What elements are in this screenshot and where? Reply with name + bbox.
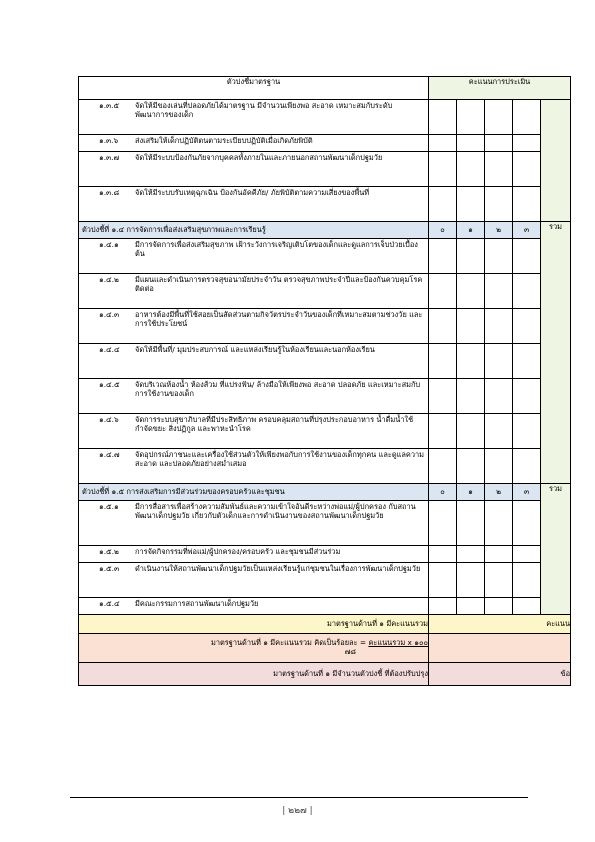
indicator-text: มีการสื่อสารเพื่อสร้างความสัมพันธ์และความเข้าใจอันดีระหว่างพ่อแม่/ผู้ปกครอง กับสถานพัฒนาเด็กปฐมวัย เกี่ยวกับตัวเด็กและการดำเนินงานของสถานพัฒนาเด็กปฐมวัย xyxy=(135,502,416,521)
section-header-1-5 xyxy=(79,484,571,501)
indicator-text: จัดบริเวณห้องน้ำ ห้องส้วม ที่แปรงฟัน/ ล้างมือให้เพียงพอ สะอาด ปลอดภัย และเหมาะสมกับการใช้งานของเด็ก xyxy=(135,380,421,399)
indicator-code: ๑.๕.๔ xyxy=(99,599,120,608)
indicator-text: จัดอุปกรณ์ภาชนะและเครื่องใช้ส่วนตัวให้เพียงพอกับการใช้งานของเด็กทุกคน และดูแลความสะอาด และปลอดภัยอย่างสม่ำเสมอ xyxy=(135,450,425,469)
indicator-row xyxy=(79,239,571,274)
score-cell[interactable] xyxy=(457,563,485,598)
score-cell[interactable] xyxy=(513,563,541,598)
score-level-0: ๐ xyxy=(429,222,457,239)
score-cell[interactable] xyxy=(429,239,457,274)
indicator-code: ๑.๔.๑ xyxy=(99,240,119,249)
score-level-2: ๒ xyxy=(485,484,513,501)
section-total-label: รวม xyxy=(541,222,571,484)
indicator-row xyxy=(79,187,571,222)
score-cell[interactable] xyxy=(429,598,457,615)
score-cell[interactable] xyxy=(429,135,457,152)
summary-improve-label: มาตรฐานด้านที่ ๑ มีจำนวนตัวบ่งชี้ ที่ต้องปรับปรุง xyxy=(79,663,429,686)
page-number: | ๒๒๗ | xyxy=(282,806,313,816)
score-cell[interactable] xyxy=(485,187,513,222)
indicator-code: ๑.๔.๕ xyxy=(99,380,120,389)
score-cell[interactable] xyxy=(513,344,541,379)
score-cell[interactable] xyxy=(485,449,513,484)
indicator-code: ๑.๔.๓ xyxy=(99,310,120,319)
score-cell[interactable] xyxy=(485,598,513,615)
indicator-text: อาหารต้องมีพื้นที่ใช้สอยเป็นสัดส่วนตามกิจวัตรประจำวันของเด็กที่เหมาะสมตามช่วงวัย และการใช้ประโยชน์ xyxy=(135,310,423,329)
score-level-0: ๐ xyxy=(429,484,457,501)
score-cell[interactable] xyxy=(457,152,485,187)
score-cell[interactable] xyxy=(457,414,485,449)
score-cell[interactable] xyxy=(457,309,485,344)
section-header-1-4 xyxy=(79,222,571,239)
score-cell[interactable] xyxy=(429,274,457,309)
score-level-3: ๓ xyxy=(513,222,541,239)
section-total-label: รวม xyxy=(541,484,571,615)
indicator-code: ๑.๔.๔ xyxy=(99,345,120,354)
summary-percent-value[interactable] xyxy=(429,634,571,663)
summary-improve-row xyxy=(79,663,571,686)
score-cell[interactable] xyxy=(485,501,513,546)
indicator-row xyxy=(79,501,571,546)
score-cell[interactable] xyxy=(485,344,513,379)
score-cell[interactable] xyxy=(457,187,485,222)
indicator-code: ๑.๕.๓ xyxy=(99,564,120,573)
score-cell[interactable] xyxy=(429,379,457,414)
score-cell[interactable] xyxy=(513,379,541,414)
indicator-text: ส่งเสริมให้เด็กปฏิบัติตนตามระเบียบปฏิบัติเมื่อเกิดภัยพิบัติ xyxy=(135,136,313,145)
score-cell[interactable] xyxy=(485,379,513,414)
score-cell[interactable] xyxy=(429,501,457,546)
indicator-code: ๑.๔.๗ xyxy=(99,450,120,459)
percent-numerator: คะแนนรวม x ๑๐๐ xyxy=(368,638,428,648)
score-cell[interactable] xyxy=(513,598,541,615)
score-cell[interactable] xyxy=(429,414,457,449)
indicator-row xyxy=(79,449,571,484)
indicator-code: ๑.๓.๗ xyxy=(99,153,119,162)
score-cell[interactable] xyxy=(457,274,485,309)
score-cell[interactable] xyxy=(457,546,485,563)
percent-denominator: ๗๘ xyxy=(344,647,356,656)
score-cell[interactable] xyxy=(457,344,485,379)
indicator-row xyxy=(79,344,571,379)
indicator-row xyxy=(79,598,571,615)
indicator-text: ดำเนินงานให้สถานพัฒนาเด็กปฐมวัยเป็นแหล่งเรียนรู้แก่ชุมชนในเรื่องการพัฒนาเด็กปฐมวัย xyxy=(135,564,421,573)
score-cell[interactable] xyxy=(457,449,485,484)
indicator-row xyxy=(79,100,571,135)
score-cell[interactable] xyxy=(513,100,541,135)
score-cell[interactable] xyxy=(513,501,541,546)
score-cell[interactable] xyxy=(429,309,457,344)
indicator-text: จัดการระบบสุขาภิบาลที่มีประสิทธิภาพ ครอบคลุมสถานที่ปรุงประกอบอาหาร น้ำดื่มน้ำใช้ กำจัดขยะ สิ่งปฏิกูล และพาหะนำโรค xyxy=(135,415,414,434)
section-title: ตัวบ่งชี้ที่ ๑.๔ การจัดการเพื่อส่งเสริมสุขภาพและการเรียนรู้ xyxy=(79,222,429,239)
score-cell[interactable] xyxy=(457,135,485,152)
summary-percent-row xyxy=(79,634,571,663)
score-cell[interactable] xyxy=(513,187,541,222)
score-cell[interactable] xyxy=(457,379,485,414)
indicator-text: มีการจัดการเพื่อส่งเสริมสุขภาพ เฝ้าระวังการเจริญเติบโตของเด็กและดูแลการเจ็บป่วยเบื้องต้น xyxy=(135,240,418,259)
score-cell[interactable] xyxy=(457,239,485,274)
indicator-text: มีคณะกรรมการสถานพัฒนาเด็กปฐมวัย xyxy=(135,599,259,608)
indicator-code: ๑.๕.๒ xyxy=(99,547,119,556)
indicator-text: มีแผนและดำเนินการตรวจสุขอนามัยประจำวัน ตรวจสุขภาพประจำปีและป้องกันควบคุมโรคติดต่อ xyxy=(135,275,423,294)
indicator-text: จัดให้มีระบบรับเหตุฉุกเฉิน ป้องกันอัคคีภัย/ ภัยพิบัติตามความเสี่ยงของพื้นที่ xyxy=(135,188,370,197)
score-level-2: ๒ xyxy=(485,222,513,239)
indicator-text: จัดให้มีพื้นที่/ มุมประสบการณ์ และแหล่งเรียนรู้ในห้องเรียนและนอกห้องเรียน xyxy=(135,345,375,354)
score-cell[interactable] xyxy=(429,344,457,379)
summary-improve-unit[interactable]: ข้อ xyxy=(429,663,571,686)
score-cell[interactable] xyxy=(485,274,513,309)
score-cell[interactable] xyxy=(429,100,457,135)
score-cell[interactable] xyxy=(513,135,541,152)
indicator-row xyxy=(79,546,571,563)
score-level-3: ๓ xyxy=(513,484,541,501)
score-cell[interactable] xyxy=(429,449,457,484)
score-cell[interactable] xyxy=(485,135,513,152)
score-cell[interactable] xyxy=(457,598,485,615)
indicator-row xyxy=(79,274,571,309)
score-level-1: ๑ xyxy=(457,222,485,239)
score-cell[interactable] xyxy=(513,546,541,563)
score-cell[interactable] xyxy=(485,239,513,274)
footer-divider xyxy=(70,797,528,798)
indicator-row xyxy=(79,135,571,152)
score-cell[interactable] xyxy=(485,152,513,187)
score-cell[interactable] xyxy=(429,563,457,598)
score-level-1: ๑ xyxy=(457,484,485,501)
indicator-code: ๑.๔.๖ xyxy=(99,415,119,424)
indicator-code: ๑.๕.๑ xyxy=(99,502,119,511)
indicator-code: ๑.๓.๖ xyxy=(99,136,119,145)
indicator-text: การจัดกิจกรรมที่พ่อแม่/ผู้ปกครอง/ครอบครัว และชุมชนมีส่วนร่วม xyxy=(135,547,341,556)
assessment-table xyxy=(78,76,571,686)
score-cell[interactable] xyxy=(429,152,457,187)
indicator-code: ๑.๓.๘ xyxy=(99,188,120,197)
indicator-row xyxy=(79,309,571,344)
indicator-row xyxy=(79,563,571,598)
score-cell[interactable] xyxy=(513,309,541,344)
indicator-code: ๑.๔.๒ xyxy=(99,275,119,284)
score-cell[interactable] xyxy=(513,274,541,309)
summary-total-row xyxy=(79,615,571,634)
total-cell[interactable] xyxy=(541,100,571,222)
summary-total-unit[interactable]: คะแนน xyxy=(429,615,571,634)
indicator-code: ๑.๓.๕ xyxy=(99,101,120,110)
percent-prefix: มาตรฐานด้านที่ ๑ มีคะแนนรวม คิดเป็นร้อยละ = xyxy=(210,638,369,648)
score-cell[interactable] xyxy=(429,187,457,222)
score-cell[interactable] xyxy=(485,563,513,598)
score-cell[interactable] xyxy=(485,309,513,344)
summary-percent-formula xyxy=(79,634,429,663)
score-cell[interactable] xyxy=(513,449,541,484)
indicator-text: จัดให้มีของเล่นที่ปลอดภัยได้มาตรฐาน มีจำนวนเพียงพอ สะอาด เหมาะสมกับระดับพัฒนาการของเด็ก xyxy=(135,101,393,120)
indicator-text: จัดให้มีระบบป้องกันภัยจากบุคคลทั้งภายในและภายนอกสถานพัฒนาเด็กปฐมวัย xyxy=(135,153,383,162)
score-cell[interactable] xyxy=(485,546,513,563)
score-cell[interactable] xyxy=(513,239,541,274)
indicator-row xyxy=(79,152,571,187)
score-column-header: คะแนนการประเมิน xyxy=(429,77,571,100)
indicator-row xyxy=(79,414,571,449)
summary-total-label: มาตรฐานด้านที่ ๑ มีคะแนนรวม xyxy=(79,615,429,634)
score-cell[interactable] xyxy=(485,100,513,135)
score-cell[interactable] xyxy=(457,100,485,135)
section-title: ตัวบ่งชี้ที่ ๑.๕ การส่งเสริมการมีส่วนร่วมของครอบครัวและชุมชน xyxy=(79,484,429,501)
indicator-column-header: ตัวบ่งชี้มาตรฐาน xyxy=(79,77,429,100)
score-cell[interactable] xyxy=(457,501,485,546)
score-cell[interactable] xyxy=(429,546,457,563)
score-cell[interactable] xyxy=(513,152,541,187)
score-cell[interactable] xyxy=(513,414,541,449)
indicator-row xyxy=(79,379,571,414)
score-cell[interactable] xyxy=(485,414,513,449)
